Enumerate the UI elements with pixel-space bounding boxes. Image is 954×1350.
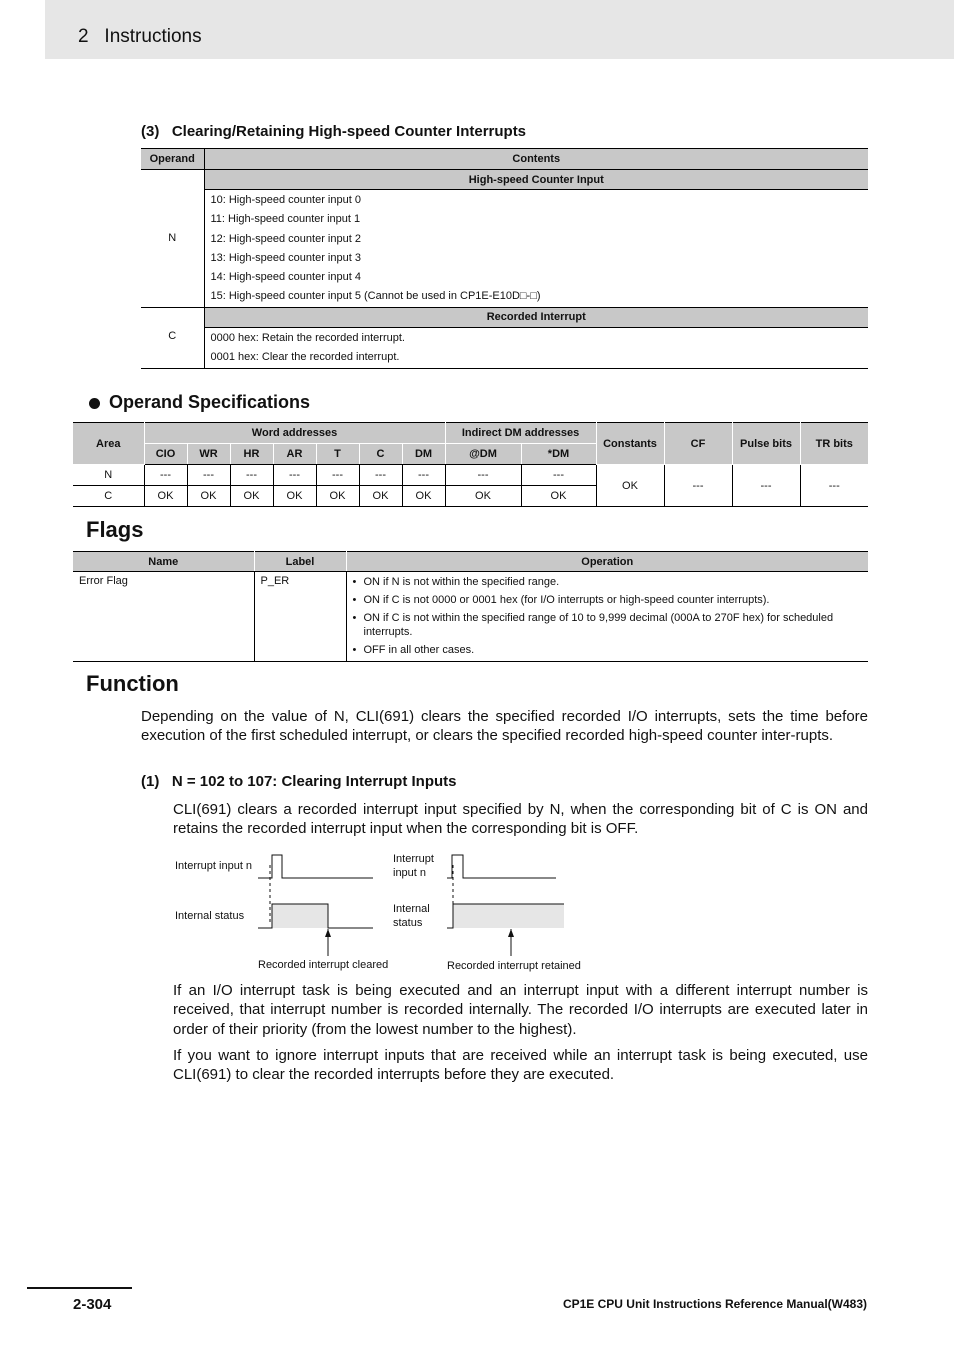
table-cell: --- — [359, 465, 402, 486]
word-addresses-header: Word addresses — [144, 423, 445, 444]
n-content-row: 11: High-speed counter input 1 — [210, 213, 361, 226]
col-operand-header: Operand — [141, 149, 204, 170]
interrupt-timing-diagram — [160, 845, 600, 980]
operand-c-label: C — [141, 307, 204, 369]
n-subheader: High-speed Counter Input — [204, 170, 868, 190]
flags-table — [73, 551, 868, 662]
function-para-3: If you want to ignore interrupt inputs that are received while an interrupt task is being executed, use CLI(691) to clear the recorded interrupts before they are executed. — [173, 1047, 868, 1084]
c-content-row: 0001 hex: Clear the recorded interrupt. — [210, 351, 400, 364]
operation-item: • ON if C is not 0000 or 0001 hex (for I/O interrupts or high-speed counter interrupts). — [353, 593, 863, 607]
table-cell: OK — [445, 486, 521, 507]
table-row — [73, 465, 868, 486]
cf-header: CF — [664, 423, 732, 465]
left-status-fill — [272, 904, 328, 928]
area-cell: C — [73, 486, 144, 507]
at-dm-header: @DM — [445, 444, 521, 465]
table-cell: OK — [316, 486, 359, 507]
page-number: 2-304 — [73, 1296, 112, 1313]
cio-header: CIO — [144, 444, 187, 465]
function-para-2: If an I/O interrupt task is being executed and an interrupt input with a different interrupt number is received, that interrupt number is recorded internally. The recorded I/O interrupts are executed later in order of their priority (from the lowest number to the highest). — [173, 982, 868, 1038]
chapter-header — [78, 26, 202, 48]
n-content-row: 12: High-speed counter input 2 — [210, 232, 361, 245]
tr-bits-header: TR bits — [800, 423, 868, 465]
flag-label-header: Label — [254, 552, 346, 572]
right-caption: Recorded interrupt retained — [447, 960, 581, 972]
right-status-label — [393, 902, 430, 930]
flags-title: Flags — [86, 517, 144, 542]
constants-header: Constants — [596, 423, 664, 465]
table-cell: OK — [187, 486, 230, 507]
operation-item: • OFF in all other cases. — [353, 643, 863, 657]
left-input-signal — [258, 855, 373, 878]
left-status-label: Internal status — [175, 910, 245, 922]
right-status-fill — [453, 904, 564, 928]
n-content-row: 14: High-speed counter input 4 — [210, 271, 361, 284]
wr-header: WR — [187, 444, 230, 465]
left-arrow-head — [325, 929, 331, 937]
cf-cell: --- — [664, 465, 732, 507]
area-cell: N — [73, 465, 144, 486]
right-input-label-line: input n — [393, 867, 427, 879]
pulse-bits-header: Pulse bits — [732, 423, 800, 465]
dm-header: DM — [402, 444, 445, 465]
clearing-operand-table — [141, 148, 868, 369]
flag-operation-header: Operation — [346, 552, 868, 572]
chapter-title: Instructions — [104, 26, 202, 47]
c-header: C — [359, 444, 402, 465]
star-dm-header: *DM — [521, 444, 596, 465]
table-cell: OK — [230, 486, 273, 507]
function-intro: Depending on the value of N, CLI(691) clears the specified recorded I/O interrupts, sets the time before execution of the first scheduled interrupt, or clears the specified recorded high-speed counter inter-rupts. — [141, 708, 868, 745]
footer-rule — [27, 1287, 132, 1289]
clearing-section-heading: (3) Clearing/Retaining High-speed Counter Interrupts — [141, 123, 527, 140]
indirect-dm-header: Indirect DM addresses — [445, 423, 596, 444]
operation-item: • ON if N is not within the specified range. — [353, 575, 863, 589]
area-header: Area — [73, 423, 144, 465]
right-arrow-head — [508, 929, 514, 937]
col-contents-header: Contents — [204, 149, 868, 170]
table-cell: --- — [521, 465, 596, 486]
function-title: Function — [86, 671, 179, 696]
flag-label-cell: P_ER — [254, 572, 346, 662]
right-input-label — [393, 852, 434, 880]
function-sub-para: CLI(691) clears a recorded interrupt input specified by N, when the corresponding bit of C is ON and retains the recorded interrupt input when the corresponding bit is OFF. — [173, 801, 868, 838]
table-cell: OK — [273, 486, 316, 507]
table-cell: --- — [187, 465, 230, 486]
t-header: T — [316, 444, 359, 465]
ar-header: AR — [273, 444, 316, 465]
left-input-label: Interrupt input n — [175, 860, 253, 872]
tr-bits-cell: --- — [828, 479, 840, 492]
pulse-bits-cell: --- — [732, 465, 800, 507]
operation-item: • ON if C is not within the specified range of 10 to 9,999 decimal (000A to 270F hex) for scheduled interrupts. — [353, 611, 863, 639]
operand-specs-title: Operand Specifications — [109, 392, 311, 412]
right-input-label-line: Interrupt — [393, 853, 434, 865]
table-cell: OK — [521, 486, 596, 507]
hr-header: HR — [230, 444, 273, 465]
c-subheader: Recorded Interrupt — [204, 307, 868, 327]
table-cell: --- — [402, 465, 445, 486]
function-subheading: (1) N = 102 to 107: Clearing Interrupt Inputs — [141, 773, 457, 790]
n-content-row: 10: High-speed counter input 0 — [210, 194, 361, 206]
chapter-number: 2 — [78, 26, 89, 47]
table-cell: --- — [230, 465, 273, 486]
bullet-icon — [89, 398, 100, 409]
left-caption: Recorded interrupt cleared — [258, 959, 389, 971]
table-cell: OK — [144, 486, 187, 507]
right-status-label-line: Internal — [393, 903, 430, 915]
n-content-row: 13: High-speed counter input 3 — [210, 251, 361, 264]
operand-n-label: N — [141, 170, 204, 308]
flag-name-header: Name — [73, 552, 254, 572]
table-cell: --- — [316, 465, 359, 486]
flag-operation-cell — [346, 572, 868, 662]
table-cell: OK — [359, 486, 402, 507]
manual-title: CP1E CPU Unit Instructions Reference Manual(W483) — [562, 1297, 867, 1311]
table-row — [73, 572, 868, 662]
n-content-row: 15: High-speed counter input 5 (Cannot be used in CP1E-E10D□-□) — [210, 290, 541, 303]
right-status-label-line: status — [393, 917, 423, 929]
table-cell: --- — [273, 465, 316, 486]
table-cell: OK — [402, 486, 445, 507]
table-cell: --- — [445, 465, 521, 486]
flag-name-cell: Error Flag — [73, 572, 254, 662]
constants-cell: OK — [596, 465, 664, 507]
table-cell: --- — [144, 465, 187, 486]
operand-specs-table — [73, 422, 868, 507]
c-content-row: 0000 hex: Retain the recorded interrupt. — [210, 331, 405, 344]
right-input-signal — [447, 855, 556, 878]
